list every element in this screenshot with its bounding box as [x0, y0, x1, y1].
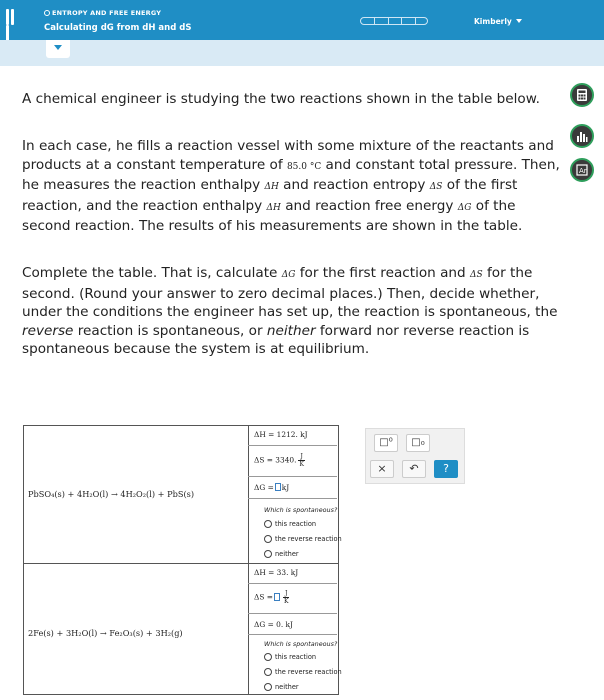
collapse-button[interactable]	[46, 40, 70, 58]
radio-icon	[264, 683, 272, 691]
clear-button[interactable]: ×	[370, 460, 394, 478]
row2-dS-field: ΔS = $\frac{J}{K}$	[254, 590, 289, 605]
subscript-button[interactable]: □₀	[406, 434, 430, 452]
undo-button[interactable]: ↶	[402, 460, 426, 478]
row1-option-reverse[interactable]: the reverse reaction	[264, 535, 342, 543]
radio-icon	[264, 653, 272, 661]
row1-dS-value: ΔS = 3340. $\frac{J}{K}$	[254, 453, 304, 468]
menu-icon[interactable]	[6, 9, 20, 27]
section-title: ENTROPY AND FREE ENERGY	[44, 9, 161, 17]
chevron-down-icon	[54, 45, 62, 50]
radio-icon	[264, 520, 272, 528]
row2-dG-value: ΔG = 0. kJ	[254, 620, 293, 629]
data-button[interactable]	[570, 124, 594, 148]
entropy-unit: $\frac{J}{K}$	[299, 453, 304, 468]
row2-option-this[interactable]: this reaction	[264, 653, 316, 661]
calculator-button[interactable]	[570, 83, 594, 107]
row1-dH-value: ΔH = 1212. kJ	[254, 430, 308, 439]
sub-bar	[0, 40, 604, 66]
help-button[interactable]: ?	[434, 460, 458, 478]
user-menu[interactable]: Kimberly	[474, 17, 522, 26]
calculator-icon	[576, 89, 588, 101]
setup-text: In each case, he fills a reaction vessel with some mixture of the reactants and products at a constant temperature of 85.0 °C and constant total pressure. Then, he measures the reaction enthalpy ΔH and reaction entropy ΔS of the first reaction, and the reaction enthalpy ΔH and reaction free energy ΔG of the second reaction. The results of his measurements are shown in the table.	[22, 138, 560, 235]
circle-icon	[44, 10, 50, 16]
row1-dG-input[interactable]	[275, 483, 281, 491]
math-tool-palette	[365, 428, 465, 484]
bar-chart-icon	[576, 130, 588, 142]
topic-title: Calculating dG from dH and dS	[44, 23, 192, 33]
instructions-text: Complete the table. That is, calculate ΔG for the first reaction and ΔS for the second. (Round your answer to zero decimal places.) Then, decide whether, under the conditions the engineer has set up, the reaction is spontaneous, the reverse reaction is spontaneous, or neither forward nor reverse reaction is spontaneous because the system is at equilibrium.	[22, 265, 558, 358]
radio-icon	[264, 550, 272, 558]
row1-dG-field: ΔG = kJ	[254, 483, 290, 492]
progress-bar	[360, 17, 428, 25]
row2-option-reverse[interactable]: the reverse reaction	[264, 668, 342, 676]
row2-dS-input[interactable]	[274, 593, 280, 601]
periodic-table-button[interactable]	[570, 158, 594, 182]
superscript-button[interactable]: □⁰	[374, 434, 398, 452]
row2-option-neither[interactable]: neither	[264, 683, 299, 691]
radio-icon	[264, 668, 272, 676]
reaction-1-equation: PbSO₄(s) + 4H₂O(l) → 4H₂O₂(l) + PbS(s)	[28, 489, 195, 499]
intro-text: A chemical engineer is studying the two reactions shown in the table below.	[22, 91, 540, 107]
row1-option-this[interactable]: this reaction	[264, 520, 316, 528]
chevron-down-icon	[516, 19, 522, 23]
svg-text:Ar: Ar	[579, 167, 587, 175]
radio-icon	[264, 535, 272, 543]
periodic-table-icon	[576, 164, 588, 176]
entropy-unit: $\frac{J}{K}$	[283, 590, 289, 605]
row1-option-neither[interactable]: neither	[264, 550, 299, 558]
row2-dH-value: ΔH = 33. kJ	[254, 568, 299, 577]
reaction-2-equation: 2Fe(s) + 3H₂O(l) → Fe₂O₃(s) + 3H₂(g)	[28, 628, 183, 638]
top-bar	[0, 0, 604, 40]
row1-spontaneous-label: Which is spontaneous?	[264, 506, 338, 514]
row2-spontaneous-label: Which is spontaneous?	[264, 640, 338, 648]
